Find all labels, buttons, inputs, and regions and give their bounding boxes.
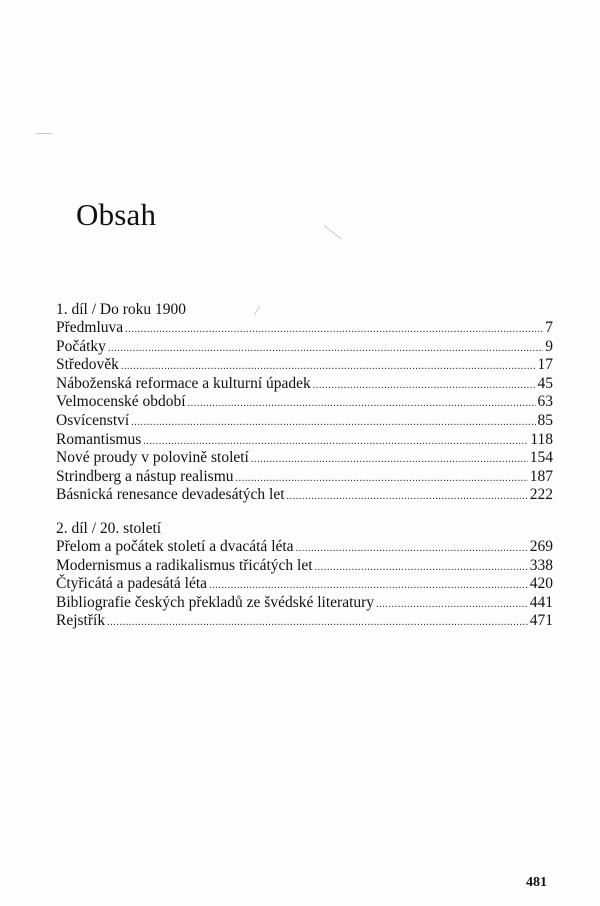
entry-page: 7 bbox=[545, 319, 553, 336]
entry-label: Romantismus bbox=[56, 430, 142, 448]
part-heading: 1. díl / Do roku 1900 bbox=[56, 301, 187, 318]
toc-entry[interactable] bbox=[56, 486, 553, 505]
entry-label: Básnická renesance devadesátých let bbox=[56, 486, 285, 504]
toc-entry[interactable] bbox=[56, 468, 553, 487]
toc-entry[interactable] bbox=[56, 594, 553, 613]
scan-artifact bbox=[36, 133, 52, 134]
scan-artifact bbox=[324, 225, 342, 239]
dot-leader bbox=[107, 614, 528, 633]
entry-page: 17 bbox=[537, 356, 553, 374]
toc-entry[interactable] bbox=[56, 356, 553, 375]
entry-label: Rejstřík bbox=[56, 612, 106, 630]
entry-label: Modernismus a radikalismus třicátých let bbox=[56, 556, 313, 574]
entry-page: 338 bbox=[529, 556, 553, 574]
entry-label: Strindberg a nástup realismu bbox=[56, 467, 234, 485]
dot-leader bbox=[108, 340, 543, 359]
entry-page: 154 bbox=[529, 449, 553, 467]
dot-leader bbox=[131, 414, 535, 433]
toc-entry[interactable] bbox=[56, 319, 553, 338]
toc-part-1 bbox=[56, 300, 553, 505]
entry-label: Přelom a počátek století a dvacátá léta bbox=[56, 538, 294, 555]
entry-page: 85 bbox=[537, 411, 553, 429]
entry-label: Osvícenství bbox=[56, 411, 130, 429]
entry-label: Velmocenské období bbox=[56, 393, 186, 411]
toc-part-2 bbox=[56, 519, 553, 631]
toc-entry[interactable] bbox=[56, 449, 553, 468]
entry-label: Čtyřicátá a padesátá léta bbox=[56, 575, 208, 593]
entry-page: 269 bbox=[529, 538, 553, 555]
entry-label: Počátky bbox=[56, 337, 106, 355]
part-heading: 2. díl / 20. století bbox=[56, 520, 162, 537]
toc-entry[interactable] bbox=[56, 393, 553, 412]
toc-entry[interactable] bbox=[56, 375, 553, 394]
entry-label: Náboženská reformace a kulturní úpadek bbox=[56, 374, 311, 392]
entry-label: Bibliografie českých překladů ze švédské literatury bbox=[56, 593, 375, 611]
entry-label: Středověk bbox=[56, 356, 119, 374]
entry-label: Nové proudy v polovině století bbox=[56, 449, 249, 467]
entry-page: 45 bbox=[537, 374, 553, 392]
page-number: 481 bbox=[526, 875, 547, 890]
dot-leader bbox=[287, 488, 528, 507]
dot-leader bbox=[296, 540, 528, 559]
entry-page: 441 bbox=[529, 593, 553, 611]
toc-entry[interactable] bbox=[56, 538, 553, 557]
toc-entry[interactable] bbox=[56, 412, 553, 431]
toc-entry[interactable] bbox=[56, 557, 553, 576]
entry-label: Předmluva bbox=[56, 319, 124, 336]
dot-leader bbox=[188, 395, 536, 414]
entry-page: 187 bbox=[529, 467, 553, 485]
dot-leader bbox=[251, 451, 528, 470]
entry-page: 118 bbox=[530, 430, 553, 448]
dot-leader bbox=[313, 377, 536, 396]
dot-leader bbox=[376, 596, 528, 615]
entry-page: 471 bbox=[529, 612, 553, 630]
entry-page: 9 bbox=[545, 337, 553, 355]
toc-entry[interactable] bbox=[56, 575, 553, 594]
dot-leader bbox=[125, 321, 543, 340]
entry-page: 63 bbox=[537, 393, 553, 411]
toc-entry[interactable] bbox=[56, 612, 553, 631]
entry-page: 420 bbox=[529, 575, 553, 593]
dot-leader bbox=[315, 559, 528, 578]
toc-entry[interactable] bbox=[56, 431, 553, 450]
page-title: Obsah bbox=[76, 197, 157, 232]
toc-entry[interactable] bbox=[56, 338, 553, 357]
entry-page: 222 bbox=[529, 486, 553, 504]
